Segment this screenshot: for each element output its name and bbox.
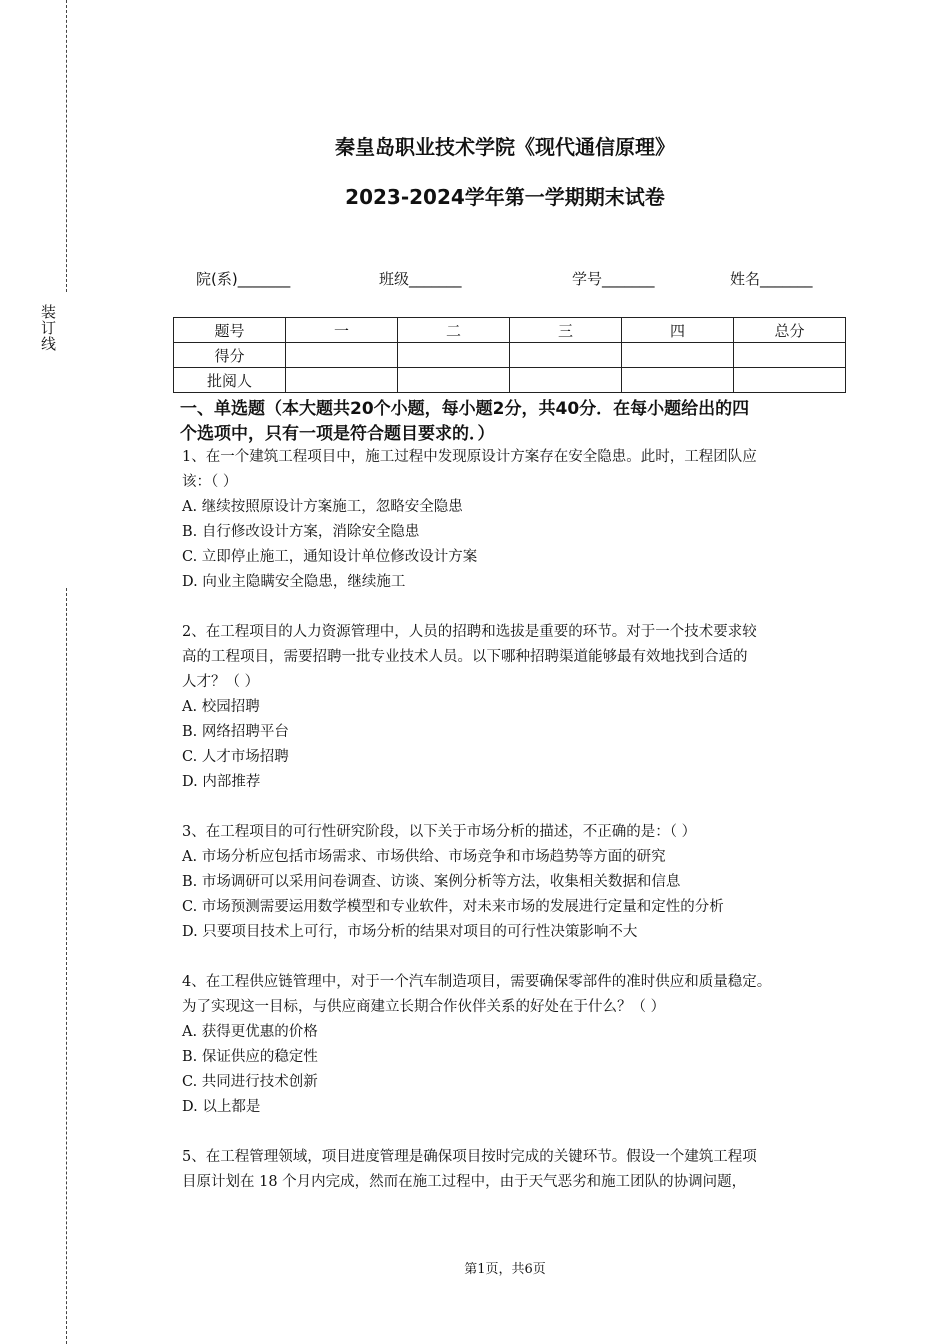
question-stem-line: 2、在工程项目的人力资源管理中，人员的招聘和选拔是重要的环节。对于一个技术要求较: [182, 624, 757, 640]
student-id-field: 学号_______: [572, 270, 655, 288]
question-stem-line: 高的工程项目，需要招聘一批专业技术人员。以下哪种招聘渠道能够最有效地找到合适的: [182, 649, 748, 665]
table-cell: [398, 368, 510, 393]
section-heading-line: 一、单选题（本大题共20个小题，每小题2分，共40分．在每小题给出的四: [180, 399, 750, 419]
question-stem-line: 5、在工程管理领域，项目进度管理是确保项目按时完成的关键环节。假设一个建筑工程项: [182, 1149, 757, 1165]
option-a: A. 获得更优惠的价格: [182, 1024, 318, 1040]
binding-label: 装订线: [39, 304, 57, 352]
table-header-cell: 二: [398, 318, 510, 343]
table-cell: [622, 368, 734, 393]
question-stem-line: 为了实现这一目标，与供应商建立长期合作伙伴关系的好处在于什么？（ ）: [182, 999, 666, 1015]
score-table: [173, 317, 846, 393]
table-cell: [734, 368, 846, 393]
table-header-cell: 三: [510, 318, 622, 343]
table-row-label: 得分: [174, 343, 286, 368]
question-3: [182, 820, 854, 945]
question-stem-line: 4、在工程供应链管理中，对于一个汽车制造项目，需要确保零部件的准时供应和质量稳定。: [182, 974, 772, 990]
option-b: B. 保证供应的稳定性: [182, 1049, 318, 1065]
option-b: B. 网络招聘平台: [182, 724, 289, 740]
option-c: C. 人才市场招聘: [182, 749, 289, 765]
option-a: A. 校园招聘: [182, 699, 260, 715]
table-cell: [510, 343, 622, 368]
option-d: D. 内部推荐: [182, 774, 261, 790]
option-c: C. 共同进行技术创新: [182, 1074, 318, 1090]
option-d: D. 以上都是: [182, 1099, 261, 1115]
question-stem-line: 该：（ ）: [182, 474, 238, 490]
question-5: [182, 1145, 854, 1195]
table-cell: [286, 368, 398, 393]
exam-title-school-course: 秦皇岛职业技术学院《现代通信原理》: [335, 135, 675, 159]
option-d: D. 向业主隐瞒安全隐患，继续施工: [182, 574, 406, 590]
question-stem-line: 1、在一个建筑工程项目中，施工过程中发现原设计方案存在安全隐患。此时，工程团队应: [182, 449, 757, 465]
option-b: B. 市场调研可以采用问卷调查、访谈、案例分析等方法，收集相关数据和信息: [182, 874, 681, 890]
question-1: [182, 445, 854, 595]
grader-row: [174, 368, 846, 393]
question-list: [182, 445, 854, 1220]
name-field: 姓名_______: [730, 270, 813, 288]
department-field: 院(系)_______: [196, 270, 291, 288]
table-header-cell: 总分: [734, 318, 846, 343]
table-header-cell: 四: [622, 318, 734, 343]
score-table-header-row: [174, 318, 846, 343]
question-2: [182, 620, 854, 795]
option-a: A. 继续按照原设计方案施工，忽略安全隐患: [182, 499, 463, 515]
exam-title-term: 2023-2024学年第一学期期末试卷: [345, 185, 665, 209]
table-cell: [510, 368, 622, 393]
class-field: 班级_______: [379, 270, 462, 288]
option-c: C. 立即停止施工，通知设计单位修改设计方案: [182, 549, 478, 565]
table-header-cell: 题号: [174, 318, 286, 343]
option-d: D. 只要项目技术上可行，市场分析的结果对项目的可行性决策影响不大: [182, 924, 638, 940]
section-heading: [180, 397, 840, 447]
page-number: 第1页，共6页: [464, 1262, 546, 1277]
binding-dashed-line-bottom: [66, 588, 67, 1344]
question-stem-line: 目原计划在 18 个月内完成，然而在施工过程中，由于天气恶劣和施工团队的协调问题，: [182, 1174, 747, 1190]
table-cell: [398, 343, 510, 368]
section-heading-line: 个选项中，只有一项是符合题目要求的．）: [180, 424, 495, 444]
question-4: [182, 970, 854, 1120]
option-c: C. 市场预测需要运用数学模型和专业软件，对未来市场的发展进行定量和定性的分析: [182, 899, 724, 915]
question-stem-line: 人才？（ ）: [182, 674, 260, 690]
table-header-cell: 一: [286, 318, 398, 343]
option-b: B. 自行修改设计方案，消除安全隐患: [182, 524, 420, 540]
table-cell: [286, 343, 398, 368]
table-cell: [734, 343, 846, 368]
table-cell: [622, 343, 734, 368]
option-a: A. 市场分析应包括市场需求、市场供给、市场竞争和市场趋势等方面的研究: [182, 849, 666, 865]
question-stem-line: 3、在工程项目的可行性研究阶段，以下关于市场分析的描述，不正确的是：（ ）: [182, 824, 697, 840]
score-row: [174, 343, 846, 368]
table-row-label: 批阅人: [174, 368, 286, 393]
